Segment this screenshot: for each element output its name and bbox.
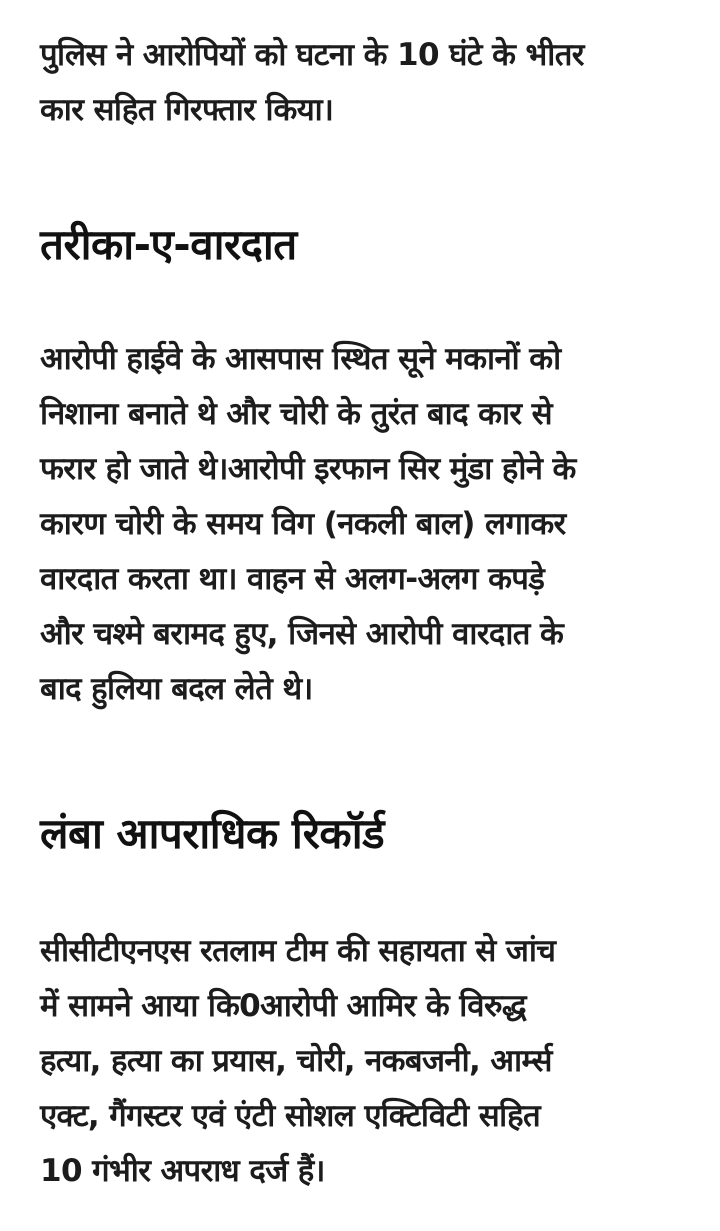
paragraph-line: कारण चोरी के समय विग (नकली बाल) लगाकर [40,506,566,542]
paragraph-line: एक्ट, गैंगस्टर एवं एंटी सोशल एक्टिविटी सहित [40,1098,541,1134]
paragraph-line: 10 गंभीर अपराध दर्ज हैं। [40,1153,325,1189]
paragraph-line: बाद हुलिया बदल लेते थे। [40,671,313,707]
paragraph-line: में सामने आया कि0आरोपी आमिर के विरुद्ध [40,988,527,1024]
paragraph-line: फरार हो जाते थे।आरोपी इरफान सिर मुंडा होने के [40,451,576,487]
paragraph-line: और चश्मे बरामद हुए, जिनसे आरोपी वारदात के [40,616,564,652]
paragraph-line: कार सहित गिरफ्तार किया। [40,92,334,128]
paragraph-line: हत्या, हत्या का प्रयास, चोरी, नकबजनी, आर्म्स [40,1043,552,1079]
section-heading-criminal-record: लंबा आपराधिक रिकॉर्ड [40,809,385,858]
section-heading-modus-operandi: तरीका-ए-वारदात [40,220,297,269]
modus-operandi-paragraph [40,332,576,717]
paragraph-line: पुलिस ने आरोपियों को घटना के 10 घंटे के भीतर [40,37,584,73]
paragraph-line: निशाना बनाते थे और चोरी के तुरंत बाद कार से [40,396,553,432]
intro-paragraph [40,28,584,138]
paragraph-line: आरोपी हाईवे के आसपास स्थित सूने मकानों को [40,341,561,377]
criminal-record-paragraph [40,924,555,1199]
paragraph-line: वारदात करता था। वाहन से अलग-अलग कपड़े [40,561,545,597]
paragraph-line: सीसीटीएनएस रतलाम टीम की सहायता से जांच [40,933,556,969]
